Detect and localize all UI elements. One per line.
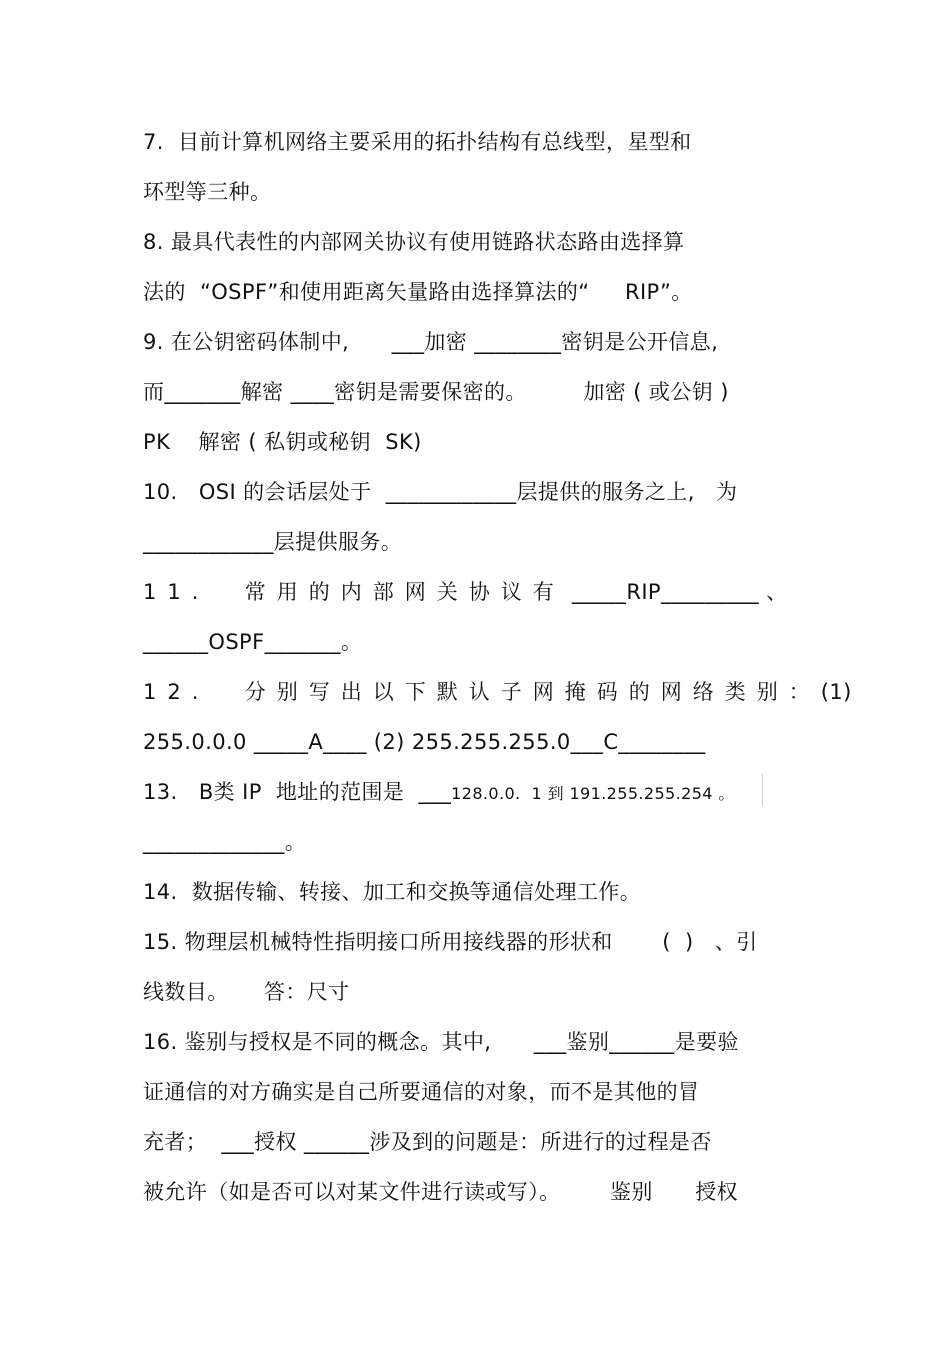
question-16-line-4: 被允许（如是否可以对某文件进行读或写）。 鉴别 授权 <box>143 1180 739 1204</box>
question-9-line-3: PK 解密 ( 私钥或秘钥 SK) <box>143 430 422 454</box>
question-13-line-1 <box>143 777 813 809</box>
question-8-line-2: 法的 “OSPF”和使用距离矢量路由选择算法的“ RIP”。 <box>143 280 693 304</box>
question-15-line-1: 15. 物理层机械特性指明接口所用接线器的形状和 ( ) 、引 <box>143 930 758 954</box>
question-7-line-1: 7. 目前计算机网络主要采用的拓扑结构有总线型，星型和 <box>143 130 692 154</box>
question-9-line-1: 9. 在公钥密码体制中, ___加密 ________密钥是公开信息, <box>143 330 719 354</box>
question-14-line-1: 14. 数据传输、转接、加工和交换等通信处理工作。 <box>143 880 642 904</box>
question-12-text: 12. 分别写出以下默认子网掩码的网络类别： <box>143 680 821 704</box>
question-11-line-1 <box>143 577 813 607</box>
question-13-text: 13. B类 IP 地址的范围是 ___ <box>143 780 452 804</box>
question-16-line-2: 证通信的对方确实是自己所要通信的对象，而不是其他的冒 <box>143 1080 700 1104</box>
question-11-text: 11. 常用的内部网关协议有 <box>143 580 565 604</box>
question-15-line-2: 线数目。 答：尺寸 <box>143 980 350 1004</box>
question-7-line-2: 环型等三种。 <box>143 180 272 204</box>
question-11-line-2: ______OSPF_______。 <box>143 630 363 654</box>
question-12-item-marker: (1) <box>820 680 852 704</box>
question-16-line-3: 充者； ___授权 ______涉及到的问题是：所进行的过程是否 <box>143 1130 712 1154</box>
question-10-line-2: ____________层提供服务。 <box>143 530 403 554</box>
question-16-line-1: 16. 鉴别与授权是不同的概念。其中, ___鉴别______是要验 <box>143 1030 739 1054</box>
question-11-answer: _____RIP_________ 、 <box>564 580 788 604</box>
question-8-line-1: 8. 最具代表性的内部网关协议有使用链路状态路由选择算 <box>143 230 685 254</box>
question-13-line-2: _____________。 <box>143 830 307 854</box>
question-12-line-1 <box>143 677 852 707</box>
cursor-mark <box>762 774 763 806</box>
question-9-line-2: 而_______解密 ____密钥是需要保密的。 加密 ( 或公钥 ) <box>143 380 729 404</box>
question-13-answer: 128.0.0. 1 到 191.255.255.254 。 <box>451 784 735 803</box>
question-12-line-2: 255.0.0.0 _____A____ (2) 255.255.255.0___C________ <box>143 730 706 754</box>
question-10-line-1: 10. OSI 的会话层处于 ____________层提供的服务之上, 为 <box>143 480 738 504</box>
